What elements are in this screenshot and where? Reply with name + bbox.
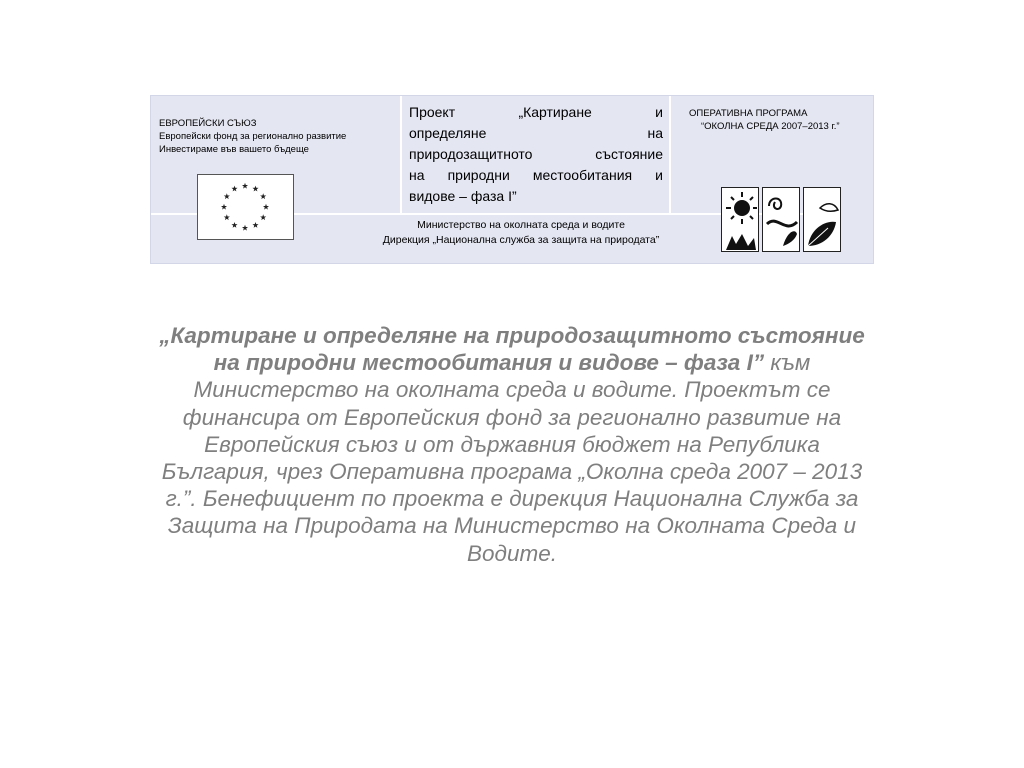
- eu-star-icon: [224, 193, 230, 199]
- eu-star-icon: [263, 204, 269, 210]
- directorate-name: Дирекция „Национална служба за защита на природата”: [382, 234, 660, 246]
- wave-tile-icon: [762, 187, 800, 252]
- project-title-block: [409, 102, 663, 207]
- eu-star-icon: [252, 186, 258, 192]
- eu-star-icon: [224, 214, 230, 220]
- eu-star-icon: [242, 225, 248, 231]
- op-programme-block: [689, 107, 840, 133]
- header-divider-left: [400, 96, 402, 213]
- operational-programme-logo-icon: [721, 187, 843, 254]
- header-divider-right: [669, 96, 671, 213]
- header-banner: [150, 95, 874, 264]
- project-line: на природни местообитания и: [409, 167, 663, 183]
- eu-slogan-line: Инвестираме във вашето бъдеще: [159, 144, 309, 155]
- eu-star-icon: [231, 186, 237, 192]
- eu-flag-icon: [197, 174, 294, 240]
- eu-star-icon: [260, 193, 266, 199]
- eu-title: ЕВРОПЕЙСКИ СЪЮЗ: [159, 118, 257, 129]
- eu-star-icon: [231, 222, 237, 228]
- project-description-text: към Министерство на околната среда и водите. Проектът се финансира от Европейския фонд за регионално развитие на Европейския съюз и от държавния бюджет на Република България, чрез Оперативна програма „Околна среда 2007 – 2013 г.”. Бенефициент по проекта е дирекция Национална Служба за Защита на Природата на Министерство на Околната Среда и Водите.: [161, 350, 863, 566]
- sun-tile-icon: [721, 187, 759, 252]
- project-name-bold: „Картиране и определяне на природозащитното състояние на природни местообитания и видове – фаза I”: [159, 323, 865, 376]
- project-line: видове – фаза I”: [409, 188, 517, 204]
- project-description: [150, 322, 874, 567]
- eu-star-icon: [260, 214, 266, 220]
- eu-block: [159, 117, 346, 156]
- leaf-tile-icon: [803, 187, 841, 252]
- op-title: ОПЕРАТИВНА ПРОГРАМА: [689, 108, 808, 119]
- project-line: определяне на: [409, 125, 663, 141]
- project-line: природозащитното състояние: [409, 146, 663, 162]
- project-line: Проект „Картиране и: [409, 104, 663, 120]
- eu-star-icon: [221, 204, 227, 210]
- ministry-block: [341, 218, 701, 248]
- eu-fund-line: Европейски фонд за регионално развитие: [159, 131, 347, 142]
- op-subtitle: “ОКОЛНА СРЕДА 2007–2013 г.”: [701, 121, 840, 132]
- ministry-name: Министерство на околната среда и водите: [417, 219, 625, 231]
- eu-star-icon: [242, 183, 248, 189]
- eu-star-icon: [252, 222, 258, 228]
